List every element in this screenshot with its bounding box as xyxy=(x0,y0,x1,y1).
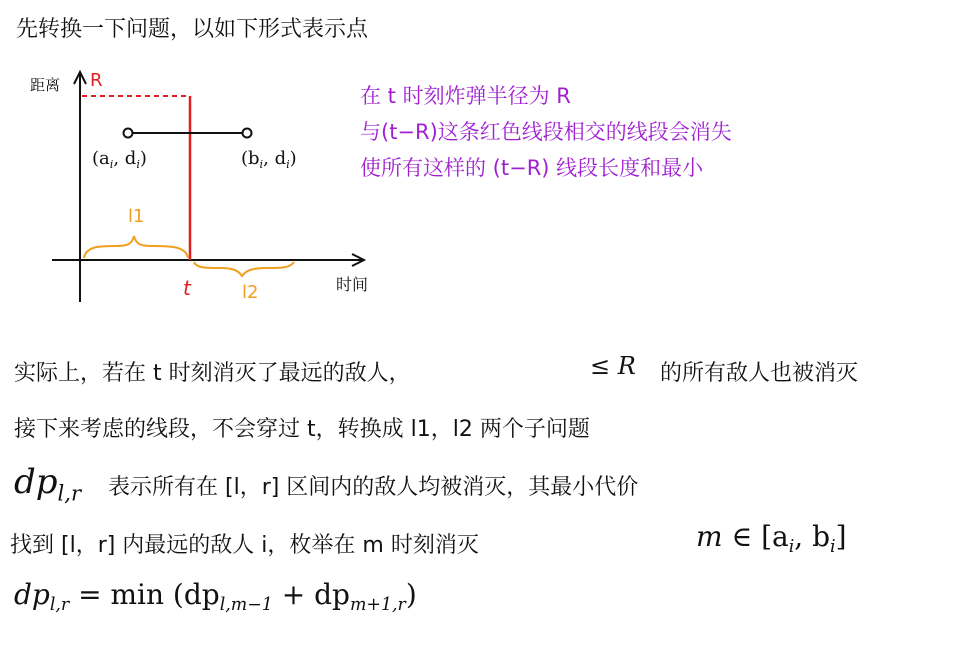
paragraph-1a: 实际上，若在 t 时刻消灭了最远的敌人， xyxy=(14,361,411,386)
paragraph-4-math: m ∈ [$a_i$, $b_i$] xyxy=(696,520,847,558)
l1-label: l1 xyxy=(128,206,145,227)
l1-brace xyxy=(84,236,188,258)
note-line-1: 在 t 时刻炸弹半径为 R xyxy=(360,84,571,108)
paragraph-3: 表示所有在 [l，r] 区间内的敌人均被消灭，其最小代价 xyxy=(108,475,639,500)
note-line-2: 与(t−R)这条红色线段相交的线段会消失 xyxy=(360,120,732,144)
dp-symbol: $dp_{l,r}$ xyxy=(14,462,82,506)
l2-brace xyxy=(194,262,294,276)
paragraph-4: 找到 [l，r] 内最远的敌人 i，枚举在 m 时刻消灭 xyxy=(10,533,479,558)
page-title: 先转换一下问题，以如下形式表示点 xyxy=(16,17,369,42)
paragraph-1b: 的所有敌人也被消灭 xyxy=(660,361,859,386)
l2-label: l2 xyxy=(242,282,259,303)
point-b xyxy=(243,129,252,138)
r-label: R xyxy=(90,70,103,91)
recurrence-formula: $dp_{l,r} = \min (dp_{l,m-1} + dp_{m+1,r})$ xyxy=(14,578,417,616)
point-a xyxy=(124,129,133,138)
point-b-label: ($b_i$, $d_i$) xyxy=(241,148,297,171)
y-axis-label: 距离 xyxy=(30,76,61,94)
point-a-label: ($a_i$, $d_i$) xyxy=(92,148,147,171)
t-label: t xyxy=(183,276,191,300)
note-line-3: 使所有这样的 (t−R) 线段长度和最小 xyxy=(360,156,704,180)
paragraph-2: 接下来考虑的线段，不会穿过 t，转换成 l1，l2 两个子问题 xyxy=(14,417,590,442)
paragraph-1-math: ≤ R xyxy=(590,352,636,380)
x-axis-label: 时间 xyxy=(336,275,369,294)
